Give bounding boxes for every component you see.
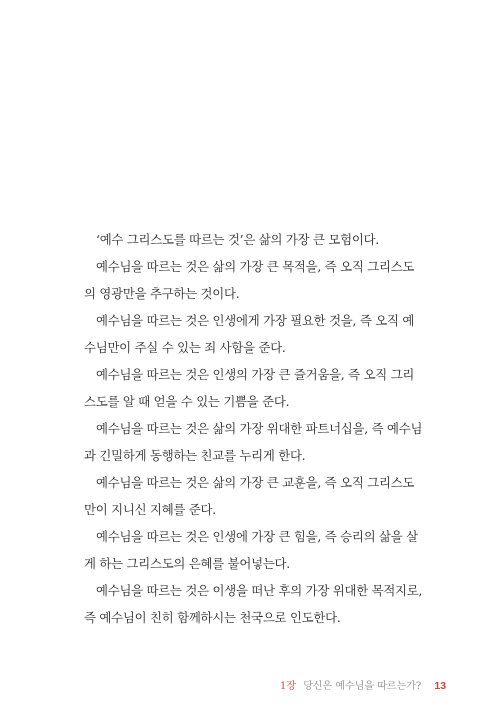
paragraph-line: 예수님을 따르는 것은 인생에게 가장 필요한 것을, 즉 오직 예 [96, 313, 415, 328]
paragraph-line: 의 영광만을 추구하는 것이다. [84, 286, 240, 301]
paragraph-line: 예수님을 따르는 것은 인생의 가장 큰 즐거움을, 즉 오직 그리 [96, 367, 415, 382]
chapter-label: 1장 [280, 681, 297, 692]
paragraph-line: 만이 지니신 지혜를 준다. [84, 502, 216, 517]
paragraph-line: 과 긴밀하게 동행하는 친교를 누리게 한다. [84, 448, 306, 463]
page-footer [280, 677, 447, 692]
body-text [84, 226, 424, 631]
paragraph-line: 스도를 알 때 얻을 수 있는 기쁨을 준다. [84, 394, 290, 409]
paragraph-line: 게 하는 그리스도의 은혜를 불어넣는다. [84, 556, 290, 571]
running-title: 당신은 예수님을 따르는가? [303, 681, 422, 692]
paragraph-line: 예수님을 따르는 것은 삶의 가장 위대한 파트너십을, 즉 예수님 [96, 421, 423, 436]
page-number: 13 [434, 680, 447, 692]
paragraph-line: 예수님을 따르는 것은 삶의 가장 큰 교훈을, 즉 오직 그리스도 [96, 475, 415, 490]
paragraph-line: 예수님을 따르는 것은 이생을 떠난 후의 가장 위대한 목적지로, [96, 583, 423, 598]
paragraph-line: 즉 예수님이 친히 함께하시는 천국으로 인도한다. [84, 610, 341, 625]
paragraph-line: ‘예수 그리스도를 따르는 것’은 삶의 가장 큰 모험이다. [96, 232, 379, 247]
paragraph-line: 수님만이 주실 수 있는 죄 사함을 준다. [84, 340, 286, 355]
paragraph-line: 예수님을 따르는 것은 삶의 가장 큰 목적을, 즉 오직 그리스도 [96, 259, 415, 274]
paragraph-line: 예수님을 따르는 것은 인생에 가장 큰 힘을, 즉 승리의 삶을 살 [96, 529, 418, 544]
